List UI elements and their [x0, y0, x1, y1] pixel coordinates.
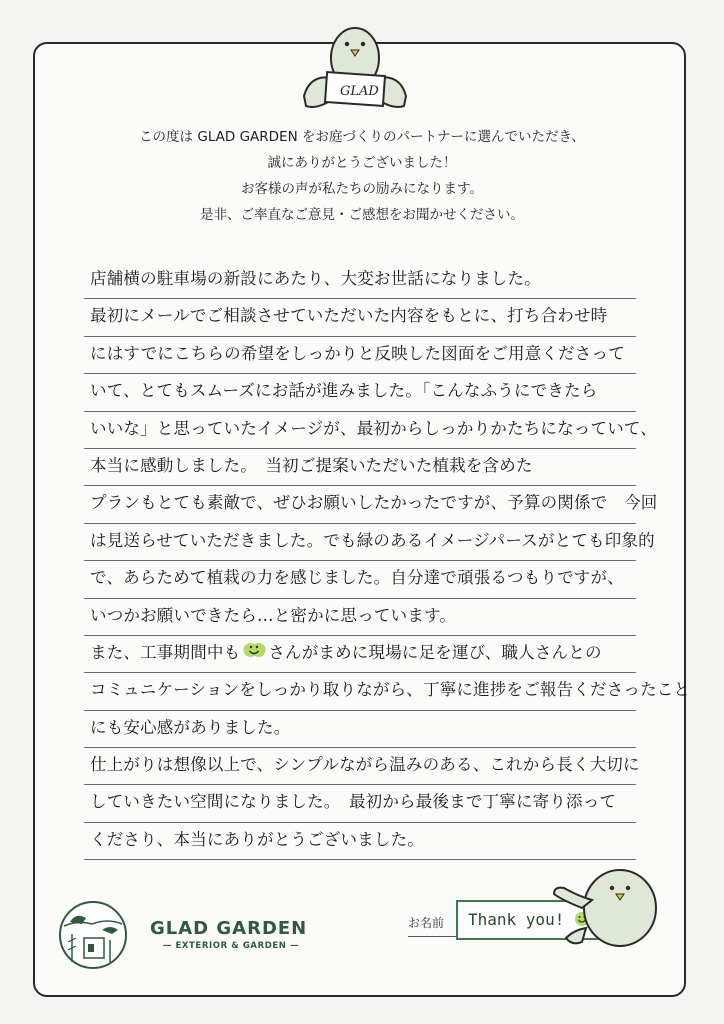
mascot-bird-icon	[300, 18, 410, 114]
intro-line: 誠にありがとうございました！	[267, 155, 457, 171]
letter-text: プランもとても素敵で、ぜひお願いしたかったですが、予算の関係で 今回	[90, 493, 658, 513]
letter-line	[84, 711, 636, 748]
letter-text: で、あらためて植栽の力を感じました。自分達で頑張るつもりですが、	[90, 568, 624, 588]
letter-line	[84, 262, 636, 299]
letter-text: 最初にメールでご相談させていただいた内容をもとに、打ち合わせ時	[90, 306, 608, 326]
name-label: お名前	[408, 916, 445, 930]
letter-line	[84, 673, 691, 710]
letter-text: いつかお願いできたら…と密かに思っています。	[90, 605, 457, 625]
letter-text: いて、とてもスムーズにお話が進みました。「こんなふうにできたら	[90, 381, 598, 401]
letter-text: にも安心感がありました。	[90, 717, 291, 737]
mascot-bird-icon	[552, 858, 664, 950]
logo-bird-house-icon	[58, 900, 128, 970]
letter-text: 本当に感動しました。 当初ご提案いただいた植栽を含めた	[90, 455, 533, 475]
brand-name: GLAD GARDEN	[150, 918, 308, 939]
letter-line	[84, 748, 640, 785]
letter-text: また、工事期間中も	[90, 642, 241, 662]
intro-line: この度は GLAD GARDEN をお庭づくりのパートナーに選んでいただき、	[139, 129, 585, 145]
intro-line: お客様の声が私たちの励みになります。	[241, 181, 483, 197]
letter-line	[84, 636, 636, 673]
letter-line	[84, 374, 636, 411]
intro-message	[0, 124, 724, 228]
letter-line	[84, 561, 636, 598]
letter-text: いいな」と思っていたイメージが、最初からしっかりかたちになっていて、	[90, 418, 657, 438]
letter-text: していきたい空間になりました。 最初から最後まで丁寧に寄り添って	[90, 792, 617, 812]
letter-text: 店舗横の駐車場の新設にあたり、大変お世話になりました。	[90, 269, 541, 288]
letter-line	[84, 412, 657, 449]
letter-text: さんがまめに現場に足を運び、職人さんとの	[268, 642, 602, 662]
intro-line: 是非、ご率直なご意見・ご感想をお聞かせください。	[200, 207, 524, 223]
letter-text: にはすでにこちらの希望をしっかりと反映した図面をご用意くださって	[90, 343, 625, 363]
letter-line	[84, 823, 636, 860]
letter-line	[84, 524, 655, 561]
letter-line	[84, 785, 636, 822]
brand-block	[150, 918, 330, 958]
brand-tagline: — EXTERIOR & GARDEN —	[162, 941, 300, 951]
letter-line	[84, 486, 658, 523]
smiley-icon	[241, 639, 267, 661]
thanks-text: Thank you!	[468, 910, 565, 929]
name-underline	[408, 936, 456, 937]
letter-text: コミュニケーションをしっかり取りながら、丁寧に進捗をご報告くださったこと	[90, 680, 691, 700]
mascot-sign-text: GLAD	[340, 84, 379, 99]
letter-line	[84, 299, 636, 336]
letter-line	[84, 599, 636, 636]
letter-line	[84, 449, 636, 486]
letter-text: 仕上がりは想像以上で、シンプルながら温みのある、これから長く大切に	[90, 755, 640, 775]
letter-text: くださり、本当にありがとうございました。	[90, 829, 424, 849]
handwritten-letter	[84, 262, 691, 860]
letter-line	[84, 337, 636, 374]
letter-text: は見送らせていただきました。でも緑のあるイメージパースがとても印象的	[90, 530, 655, 550]
